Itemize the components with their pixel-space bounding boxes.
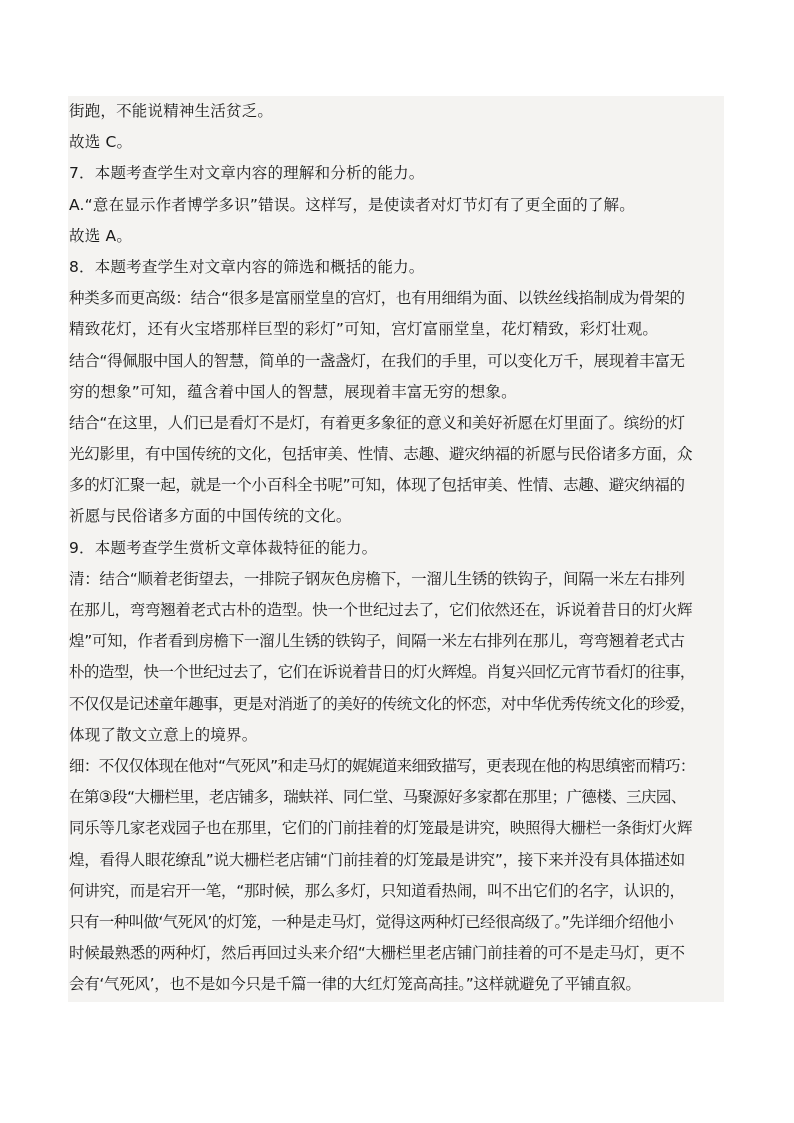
text-line: 在那儿，弯弯翘着老式古朴的造型。快一个世纪过去了，它们依然还在，诉说着昔日的灯火辉 xyxy=(69,601,693,619)
text-line: 精致花灯，还有火宝塔那样巨型的彩灯”可知，宫灯富丽堂皇，花灯精致，彩灯壮观。 xyxy=(69,320,659,339)
text-line: 9．本题考查学生赏析文章体裁特征的能力。 xyxy=(69,538,378,557)
text-line: 会有‘气死风’，也不是如今只是千篇一律的大红灯笼高高挂。”这样就避免了平铺直叙。 xyxy=(69,975,641,994)
text-line: 煌，看得人眼花缭乱”说大栅栏老店铺“门前挂着的灯笼最是讲究”，接下来并没有具体描述如 xyxy=(69,850,685,869)
text-line: 何讲究，而是宕开一笔，“那时候，那么多灯，只知道看热闹，叫不出它们的名字，认识的， xyxy=(69,881,685,900)
text-line: 7．本题考查学生对文章内容的理解和分析的能力。 xyxy=(69,164,425,183)
text-line: 光幻影里，有中国传统的文化，包括审美、性情、志趣、避灾纳福的祈愿与民俗诸多方面，众 xyxy=(69,445,693,464)
text-line: A.“意在显示作者博学多识”错误。这样写，是使读者对灯节灯有了更全面的了解。 xyxy=(69,195,635,214)
text-line: 街跑，不能说精神生活贫乏。 xyxy=(69,102,274,120)
text-line: 故选 A。 xyxy=(69,226,133,245)
text-line: 细：不仅仅体现在他对“气死风”和走马灯的娓娓道来细致描写，更表现在他的构思缜密而精巧： xyxy=(69,756,695,775)
text-line: 故选 C。 xyxy=(69,133,133,152)
text-line: 同乐等几家老戏园子也在那里，它们的门前挂着的灯笼最是讲究，映照得大栅栏一条街灯火辉 xyxy=(69,819,693,838)
text-line: 结合“在这里，人们已是看灯不是灯，有着更多象征的意义和美好祈愿在灯里面了。缤纷的灯 xyxy=(69,413,685,432)
text-line: 种类多而更高级：结合“很多是富丽堂皇的宫灯，也有用细绢为面、以铁丝线掐制成为骨架的 xyxy=(69,289,685,308)
text-line: 朴的造型，快一个世纪过去了，它们在诉说着昔日的灯火辉煌。肖复兴回忆元宵节看灯的往事， xyxy=(69,663,695,682)
text-line: 多的灯汇聚一起，就是一个小百科全书呢”可知，体现了包括审美、性情、志趣、避灾纳福的 xyxy=(69,476,685,495)
document-page xyxy=(68,96,724,1002)
text-line: 穷的想象”可知，蕴含着中国人的智慧，展现着丰富无穷的想象。 xyxy=(69,382,517,401)
text-line: 结合“得佩服中国人的智慧，简单的一盏盏灯，在我们的手里，可以变化万千，展现着丰富无 xyxy=(69,351,685,370)
text-line: 时候最熟悉的两种灯，然后再回过头来介绍“大栅栏里老店铺门前挂着的可不是走马灯，更不 xyxy=(69,944,685,963)
text-line: 体现了散文立意上的境界。 xyxy=(69,725,258,744)
text-line: 清：结合“顺着老街望去，一排院子钢灰色房檐下，一溜儿生锈的铁钩子，间隔一米左右排列 xyxy=(69,569,685,588)
text-line: 煌”可知，作者看到房檐下一溜儿生锈的铁钩子，间隔一米左右排列在那儿，弯弯翘着老式古 xyxy=(69,632,685,651)
text-line: 只有一种叫做‘气死风’的灯笼，一种是走马灯，觉得这两种灯已经很高级了。”先详细介绍他小 xyxy=(69,912,674,931)
text-line: 不仅仅是记述童年趣事，更是对消逝了的美好的传统文化的怀恋，对中华优秀传统文化的珍爱， xyxy=(69,694,695,713)
text-line: 在第③段“大栅栏里，老店铺多，瑞蚨祥、同仁堂、马聚源好多家都在那里；广德楼、三庆园、 xyxy=(69,788,686,807)
text-line: 8．本题考查学生对文章内容的筛选和概括的能力。 xyxy=(69,257,425,276)
text-line: 祈愿与民俗诸多方面的中国传统的文化。 xyxy=(69,507,352,526)
